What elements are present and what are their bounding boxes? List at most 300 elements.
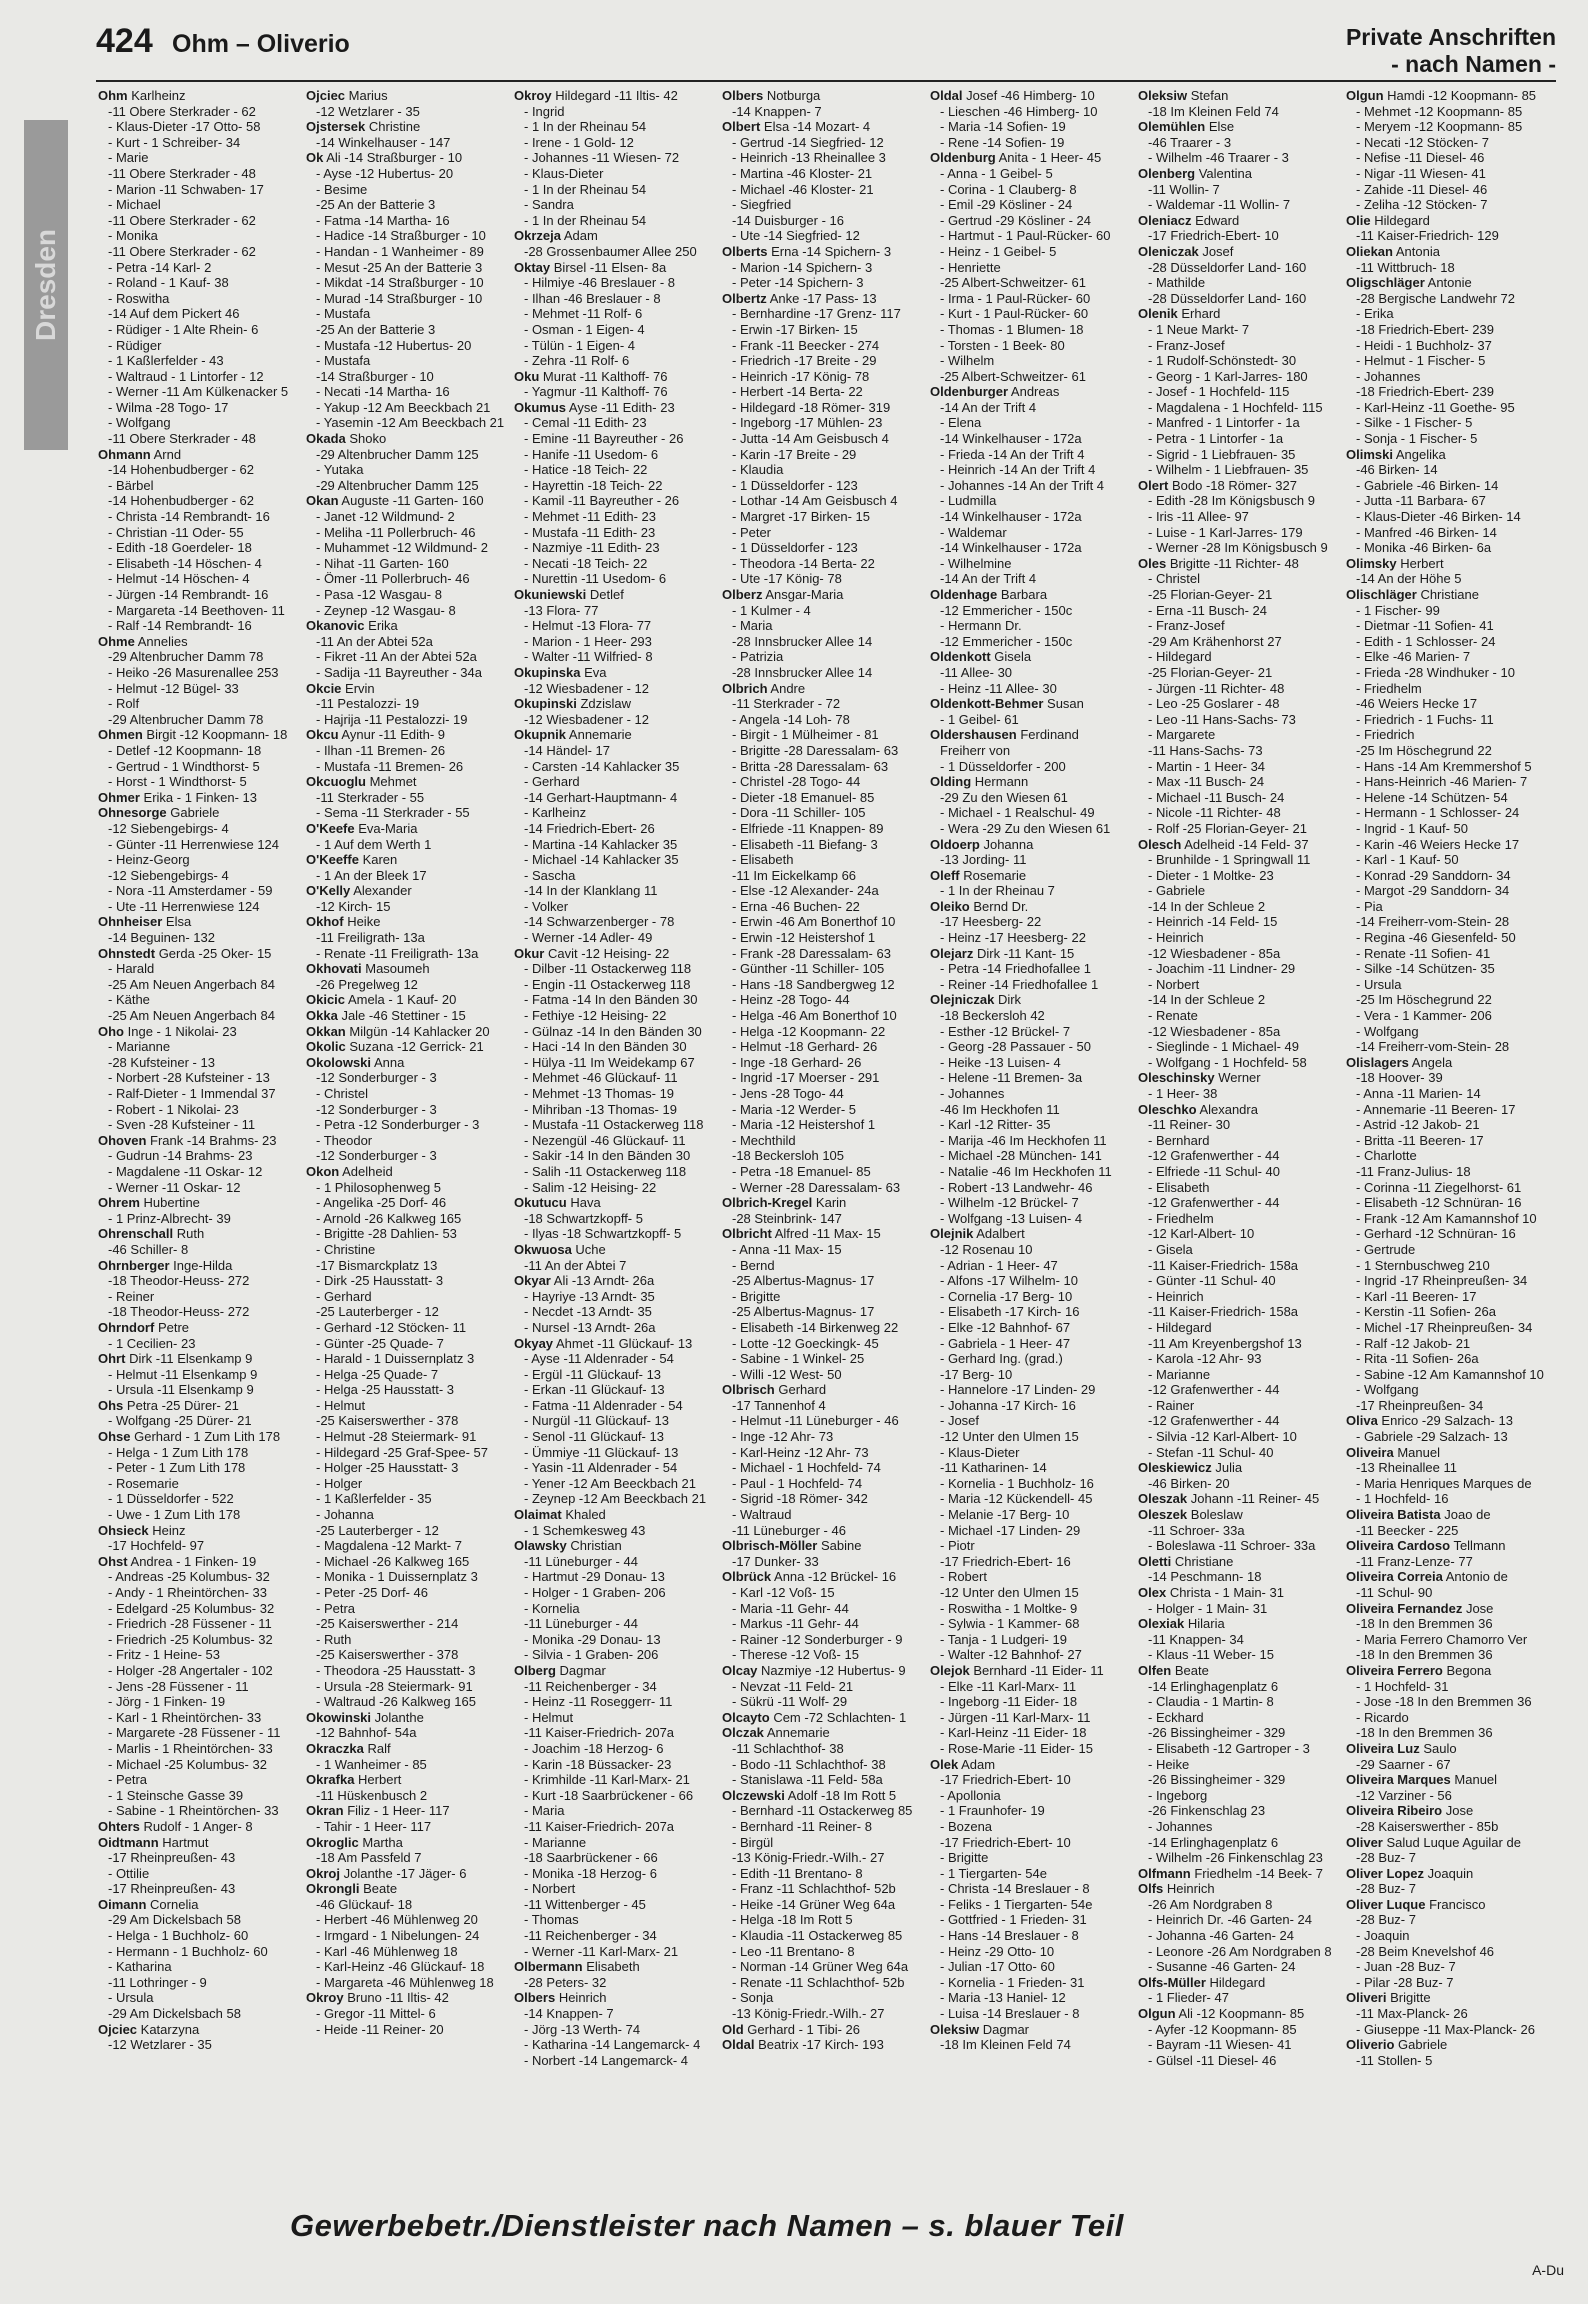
entry-text: -12 Karl-Albert- 10 <box>1148 1226 1255 1242</box>
directory-entry <box>930 1445 1130 1461</box>
entry-text: -12 Rosenau 10 <box>940 1241 1033 1257</box>
entry-text: - Johannes <box>1148 1818 1213 1834</box>
entry-text: Detlef <box>589 587 624 602</box>
entry-text: - Heinrich -14 Feld- 15 <box>1148 914 1278 930</box>
directory-entry <box>930 1320 1130 1336</box>
entry-text: - Maria -13 Haniel- 12 <box>940 1990 1066 2006</box>
directory-entry <box>306 400 506 416</box>
directory-entry <box>514 1273 714 1289</box>
entry-text: -11 Katharinen- 14 <box>940 1460 1047 1476</box>
entry-text: - Iris -11 Allee- 97 <box>1148 509 1249 525</box>
entry-text: - Angelika -25 Dorf- 46 <box>316 1195 447 1211</box>
directory-entry <box>1138 899 1338 915</box>
surname: Okroy <box>514 88 552 103</box>
surname: Olex <box>1138 1585 1167 1600</box>
directory-entry <box>98 1585 298 1601</box>
directory-entry <box>306 119 506 135</box>
directory-entry <box>1138 1928 1338 1944</box>
surname: Ojciec <box>98 2021 138 2037</box>
directory-entry <box>98 696 298 712</box>
directory-entry <box>514 1585 714 1601</box>
directory-entry <box>514 883 714 899</box>
entry-text: - Jutta -11 Barbara- 67 <box>1356 493 1486 509</box>
entry-text: - Lotte -12 Goeckingk- 45 <box>732 1335 879 1351</box>
directory-entry <box>930 540 1130 556</box>
surname: Oleszek <box>1138 1507 1188 1523</box>
directory-entry <box>98 1881 298 1897</box>
entry-text: -12 Wiesbadener - 12 <box>524 711 650 727</box>
directory-entry <box>306 1725 506 1741</box>
directory-entry <box>306 353 506 369</box>
surname: Ohs <box>98 1397 124 1413</box>
entry-text: - Luise - 1 Karl-Jarres- 179 <box>1148 524 1303 540</box>
entry-text: Andre <box>770 680 806 696</box>
directory-entry <box>1138 119 1338 135</box>
entry-text: Beatrix -17 Kirch- 193 <box>758 2037 884 2053</box>
entry-text: -18 In den Bremmen 36 <box>1356 1616 1493 1632</box>
entry-text: - Paul - 1 Hochfeld- 74 <box>732 1475 863 1491</box>
directory-entry <box>1138 1008 1338 1024</box>
entry-text: Edward <box>1195 212 1240 228</box>
entry-text: -12 Wetzlarer - 35 <box>316 103 420 119</box>
entry-text: - Helmut <box>316 1397 366 1413</box>
directory-column <box>930 88 1130 2200</box>
entry-text: - Werner -11 Oskar- 12 <box>108 1179 241 1195</box>
directory-entry <box>722 743 922 759</box>
directory-entry <box>930 2037 1130 2053</box>
directory-entry <box>1138 1273 1338 1289</box>
surname: Olbers <box>722 88 764 103</box>
entry-text: -14 Freiherr-vom-Stein- 28 <box>1356 914 1510 930</box>
directory-entry <box>722 150 922 166</box>
entry-text: Joaquin <box>1427 1865 1474 1881</box>
entry-text: Valentina <box>1198 165 1252 181</box>
entry-text: - Mathilde <box>1148 275 1206 291</box>
entry-text: Birgit -12 Koopmann- 18 <box>146 727 288 743</box>
directory-entry <box>514 961 714 977</box>
directory-entry <box>1138 759 1338 775</box>
directory-entry <box>722 2037 922 2053</box>
directory-entry <box>98 1180 298 1196</box>
directory-entry <box>1346 166 1546 182</box>
entry-text: Adam <box>961 1756 996 1772</box>
entry-text: - Britta -28 Daressalam- 63 <box>732 758 889 774</box>
directory-entry <box>98 228 298 244</box>
directory-entry <box>930 135 1130 151</box>
directory-entry <box>514 618 714 634</box>
directory-entry <box>930 696 1130 712</box>
entry-text: - Yakup -12 Am Beeckbach 21 <box>316 399 491 415</box>
directory-entry <box>930 1086 1130 1102</box>
entry-text: - Zehra -11 Rolf- 6 <box>524 353 630 369</box>
directory-entry <box>306 821 506 837</box>
directory-entry <box>1346 1413 1546 1429</box>
entry-text: - Klaudia <box>732 462 784 478</box>
directory-entry <box>930 431 1130 447</box>
entry-text: - Juan -28 Buz- 7 <box>1356 1959 1456 1975</box>
directory-entry <box>514 1523 714 1539</box>
directory-entry <box>1138 1710 1338 1726</box>
entry-text: Dagmar <box>559 1662 606 1678</box>
entry-text: - Karl - 1 Rheintörchen- 33 <box>108 1709 262 1725</box>
directory-entry <box>930 1897 1130 1913</box>
directory-entry <box>722 1819 922 1835</box>
directory-entry <box>1346 1554 1546 1570</box>
entry-text: - Wolfgang - 1 Hochfeld- 58 <box>1148 1054 1307 1070</box>
entry-text: -11 Reiner- 30 <box>1148 1117 1231 1133</box>
entry-text: - Michael -28 München- 141 <box>940 1148 1102 1164</box>
entry-text: - Elisabeth <box>732 852 794 868</box>
directory-entry <box>98 1663 298 1679</box>
entry-text: Beate <box>1174 1662 1209 1678</box>
entry-text: - Heinz -17 Heesberg- 22 <box>940 930 1086 946</box>
entry-text: - Peter -25 Dorf- 46 <box>316 1585 428 1600</box>
directory-entry <box>306 1694 506 1710</box>
directory-entry <box>930 868 1130 884</box>
entry-text: - Bozena <box>940 1818 993 1834</box>
directory-entry <box>306 1632 506 1648</box>
entry-text: - Elisabeth -11 Biefang- 3 <box>732 836 878 852</box>
entry-text: -14 Winkelhauser - 172a <box>940 431 1082 447</box>
surname: Oliveira Ribeiro <box>1346 1803 1443 1819</box>
directory-entry <box>98 493 298 509</box>
directory-entry <box>722 1429 922 1445</box>
directory-entry <box>722 415 922 431</box>
directory-entry <box>722 837 922 853</box>
entry-text: - Magdalena -12 Markt- 7 <box>316 1538 462 1554</box>
directory-entry <box>722 1803 922 1819</box>
entry-text: - Helmut - 1 Fischer- 5 <box>1356 353 1486 369</box>
directory-entry <box>1138 930 1338 946</box>
directory-entry <box>306 415 506 431</box>
directory-entry <box>514 1180 714 1196</box>
directory-entry <box>722 914 922 930</box>
directory-entry <box>722 1881 922 1897</box>
entry-text: - Rosemarie <box>108 1475 179 1491</box>
entry-text: -14 In der Schleue 2 <box>1148 992 1266 1008</box>
directory-entry <box>514 774 714 790</box>
directory-entry <box>1138 743 1338 759</box>
directory-entry <box>514 977 714 993</box>
directory-entry <box>98 1601 298 1617</box>
directory-entry <box>1346 400 1546 416</box>
entry-text: - Klaudia -11 Ostackerweg 85 <box>732 1928 903 1944</box>
directory-entry <box>306 509 506 525</box>
entry-text: Ansgar-Maria <box>765 587 844 602</box>
directory-entry <box>930 1164 1130 1180</box>
entry-text: Cem -72 Schlachten- 1 <box>773 1709 907 1725</box>
entry-text: -17 Berg- 10 <box>940 1366 1013 1382</box>
directory-entry <box>514 1242 714 1258</box>
entry-text: - Tanja - 1 Ludgeri- 19 <box>940 1631 1067 1647</box>
entry-text: -11 Freiligrath- 13a <box>316 930 425 946</box>
directory-entry <box>722 1850 922 1866</box>
directory-entry <box>98 603 298 619</box>
entry-text: - Maria <box>732 618 773 634</box>
entry-text: - Nigar -11 Wiesen- 41 <box>1356 165 1486 181</box>
directory-entry <box>514 1569 714 1585</box>
entry-text: - Johannes -14 An der Trift 4 <box>940 477 1105 493</box>
directory-entry <box>306 556 506 572</box>
entry-text: Susan <box>1047 696 1084 712</box>
directory-entry <box>722 696 922 712</box>
directory-entry <box>98 1803 298 1819</box>
directory-entry <box>306 1663 506 1679</box>
entry-text: -18 Beckersloh 42 <box>940 1008 1045 1024</box>
entry-text: - Johanna <box>316 1507 374 1523</box>
surname: Olberts <box>722 243 768 259</box>
entry-text: -25 Lauterberger - 12 <box>316 1522 439 1538</box>
directory-entry <box>98 1133 298 1149</box>
directory-entry <box>1346 1008 1546 1024</box>
directory-entry <box>1346 1772 1546 1788</box>
entry-text: - Kamil -11 Bayreuther - 26 <box>524 493 680 509</box>
directory-entry <box>98 1367 298 1383</box>
entry-text: - Heinz -11 Allee- 30 <box>940 680 1057 696</box>
directory-entry <box>930 1772 1130 1788</box>
entry-text: - 1 Sternbuschweg 210 <box>1356 1257 1490 1273</box>
directory-entry <box>722 88 922 104</box>
directory-entry <box>98 837 298 853</box>
directory-entry <box>930 353 1130 369</box>
entry-text: - 1 Hochfeld- 16 <box>1356 1491 1449 1507</box>
entry-text: - Walter -11 Wilfried- 8 <box>524 649 653 665</box>
entry-text: - Hajrija -11 Pestalozzi- 19 <box>316 711 468 727</box>
entry-text: - Helmut -11 Lüneburger - 46 <box>732 1413 899 1429</box>
entry-text: - Yutaka <box>316 462 364 478</box>
directory-entry <box>722 1195 922 1211</box>
directory-entry <box>98 977 298 993</box>
directory-entry <box>722 852 922 868</box>
directory-entry <box>1138 1772 1338 1788</box>
directory-entry <box>930 759 1130 775</box>
entry-text: - Friedrich <box>1356 727 1415 743</box>
entry-text: - Johannes <box>940 1086 1005 1101</box>
entry-text: - Ruth <box>316 1631 352 1647</box>
entry-text: - Willi -12 West- 50 <box>732 1366 842 1382</box>
entry-text: -14 Friedrich-Ebert- 26 <box>524 820 655 836</box>
directory-entry <box>306 992 506 1008</box>
directory-entry <box>98 1866 298 1882</box>
entry-text: - Piotr <box>940 1538 975 1554</box>
entry-text: - Gertrud - 1 Windthorst- 5 <box>108 758 260 774</box>
directory-entry <box>1138 1725 1338 1741</box>
directory-entry <box>1138 1897 1338 1913</box>
directory-entry <box>98 369 298 385</box>
directory-entry <box>1346 1835 1546 1851</box>
entry-text: - Michael <box>108 197 161 213</box>
surname: Oleksiw <box>1138 88 1188 103</box>
entry-text: - Marion - 1 Heer- 293 <box>524 633 652 649</box>
entry-text: - Robert <box>940 1569 987 1585</box>
entry-text: - Kerstin -11 Sofien- 26a <box>1356 1304 1496 1320</box>
directory-entry <box>930 805 1130 821</box>
entry-text: - Janet -12 Wildmund- 2 <box>316 509 455 525</box>
entry-text: -28 Düsseldorfer Land- 160 <box>1148 259 1307 275</box>
surname: Olejarz <box>930 945 974 961</box>
directory-entry <box>1138 1039 1338 1055</box>
directory-entry <box>514 338 714 354</box>
entry-text: - Elena <box>940 415 982 431</box>
entry-text: - 1 Düsseldorfer - 123 <box>732 540 858 556</box>
entry-text: -26 Pregelweg 12 <box>316 976 418 992</box>
entry-text: - Holger - 1 Main- 31 <box>1148 1600 1268 1616</box>
directory-entry <box>98 462 298 478</box>
directory-entry <box>306 322 506 338</box>
entry-text: - Sonja <box>732 1990 774 2006</box>
directory-entry <box>722 182 922 198</box>
surname: Olczewski <box>722 1787 785 1803</box>
entry-text: Christian <box>570 1538 622 1554</box>
surname: Ohm <box>98 88 128 103</box>
entry-text: Antonie <box>1427 275 1472 291</box>
directory-entry <box>1346 774 1546 790</box>
entry-text: - Ricardo <box>1356 1709 1409 1725</box>
entry-text: - Regina -46 Giesenfeld- 50 <box>1356 930 1516 946</box>
entry-text: - Claudia - 1 Martin- 8 <box>1148 1694 1274 1710</box>
directory-entry <box>1138 868 1338 884</box>
surname: Olek <box>930 1756 959 1772</box>
entry-text: - Gerhard -12 Stöcken- 11 <box>316 1319 467 1335</box>
directory-entry <box>1138 415 1338 431</box>
surname: Ok <box>306 150 324 166</box>
directory-entry <box>722 1975 922 1991</box>
entry-text: - Wolfgang -25 Dürer- 21 <box>108 1413 252 1429</box>
entry-text: Alexander <box>353 883 412 899</box>
directory-entry <box>514 914 714 930</box>
entry-text: - Hans -14 Am Kremmershof 5 <box>1356 758 1532 774</box>
entry-text: - Bernhard -11 Reiner- 8 <box>732 1818 872 1834</box>
directory-entry <box>930 275 1130 291</box>
directory-entry <box>514 2037 714 2053</box>
entry-text: Ervin <box>345 680 375 696</box>
entry-text: - Ludmilla <box>940 493 997 509</box>
directory-entry <box>722 228 922 244</box>
directory-entry <box>1346 1866 1546 1882</box>
directory-entry <box>1138 883 1338 899</box>
directory-entry <box>1138 135 1338 151</box>
directory-entry <box>1346 493 1546 509</box>
directory-entry <box>722 400 922 416</box>
directory-entry <box>306 1959 506 1975</box>
directory-entry <box>306 1928 506 1944</box>
directory-entry <box>930 1382 1130 1398</box>
entry-text: - Hanife -11 Usedom- 6 <box>524 446 659 462</box>
surname: Ohrenschall <box>98 1226 174 1242</box>
entry-text: - Torsten - 1 Beek- 80 <box>940 337 1065 353</box>
directory-entry <box>722 1491 922 1507</box>
directory-entry <box>514 275 714 291</box>
directory-entry <box>306 1195 506 1211</box>
surname: Okolowski <box>306 1054 372 1070</box>
directory-entry <box>722 992 922 1008</box>
entry-text: - Hayriye -13 Arndt- 35 <box>524 1288 655 1304</box>
directory-entry <box>722 618 922 634</box>
surname: Okraczka <box>306 1740 364 1756</box>
entry-text: -14 Hohenbudberger - 62 <box>108 462 254 478</box>
surname: Okumus <box>514 399 567 415</box>
directory-entry <box>1346 1990 1546 2006</box>
directory-entry <box>1346 431 1546 447</box>
directory-entry <box>98 759 298 775</box>
entry-text: - 1 Fraunhofer- 19 <box>940 1803 1045 1819</box>
entry-text: - Holger <box>316 1475 363 1491</box>
directory-entry <box>1138 1024 1338 1040</box>
directory-entry <box>1346 1507 1546 1523</box>
entry-text: -28 Steinbrink- 147 <box>732 1210 842 1226</box>
surname: Olenberg <box>1138 165 1196 181</box>
directory-entry <box>930 1866 1130 1882</box>
entry-text: - Heiko -26 Masurenallee 253 <box>108 664 279 680</box>
entry-text: - Michael -17 Linden- 29 <box>940 1522 1081 1538</box>
directory-entry <box>930 493 1130 509</box>
directory-entry <box>722 1367 922 1383</box>
entry-text: Gabriele <box>170 805 220 821</box>
directory-entry <box>722 1710 922 1726</box>
directory-entry <box>1138 977 1338 993</box>
entry-text: - Michael -46 Kloster- 21 <box>732 181 874 197</box>
entry-text: - Zeliha -12 Stöcken- 7 <box>1356 197 1488 213</box>
entry-text: -12 Unter den Ulmen 15 <box>940 1585 1079 1600</box>
directory-entry <box>1346 1445 1546 1461</box>
directory-entry <box>98 322 298 338</box>
footer-code: A-Du <box>1532 2262 1564 2278</box>
directory-entry <box>306 727 506 743</box>
directory-entry <box>1346 1039 1546 1055</box>
entry-text: - Rüdiger - 1 Alte Rhein- 6 <box>108 321 259 337</box>
entry-text: -18 Im Kleinen Feld 74 <box>940 2037 1071 2053</box>
entry-text: - Heinrich <box>1148 930 1204 946</box>
surname: Olding <box>930 774 972 790</box>
directory-entry <box>722 1741 922 1757</box>
entry-text: - Mehmet -11 Rolf- 6 <box>524 306 643 322</box>
entry-text: - Leonore -26 Am Nordgraben 8 <box>1148 1943 1332 1959</box>
directory-entry <box>1138 1180 1338 1196</box>
entry-text: -11 Am Kreyenbergshof 13 <box>1148 1335 1302 1351</box>
entry-text: -12 Siebengebirgs- 4 <box>108 820 229 836</box>
directory-entry <box>1138 447 1338 463</box>
directory-entry <box>98 1039 298 1055</box>
directory-entry <box>722 2022 922 2038</box>
entry-text: - Monika <box>108 228 158 244</box>
directory-entry <box>306 1772 506 1788</box>
directory-entry <box>930 1725 1130 1741</box>
entry-text: -17 Rheinpreußen- 43 <box>108 1850 236 1866</box>
directory-entry <box>722 1398 922 1414</box>
directory-entry <box>514 1788 714 1804</box>
entry-text: - Marion -11 Schwaben- 17 <box>108 181 264 197</box>
directory-entry <box>306 244 506 260</box>
directory-entry <box>930 1928 1130 1944</box>
entry-text: -46 Traarer - 3 <box>1148 134 1232 150</box>
entry-text: - Brunhilde - 1 Springwall 11 <box>1148 852 1311 868</box>
surname: Olejniczak <box>930 992 995 1008</box>
directory-entry <box>514 712 714 728</box>
directory-entry <box>1138 837 1338 853</box>
entry-text: Erika <box>368 618 398 634</box>
entry-text: -14 Winkelhauser - 147 <box>316 134 451 150</box>
entry-text: - Gertrud -29 Kösliner - 24 <box>940 212 1092 228</box>
directory-entry <box>98 1507 298 1523</box>
entry-text: - Dietmar -11 Sofien- 41 <box>1356 618 1494 634</box>
entry-text: Ali -14 Straßburger - 10 <box>326 150 463 166</box>
entry-text: Petra -25 Dürer- 21 <box>126 1397 239 1413</box>
directory-entry <box>1346 946 1546 962</box>
directory-entry <box>722 1694 922 1710</box>
entry-text: - Birgül <box>732 1834 774 1850</box>
directory-entry <box>930 1148 1130 1164</box>
directory-entry <box>930 1585 1130 1601</box>
